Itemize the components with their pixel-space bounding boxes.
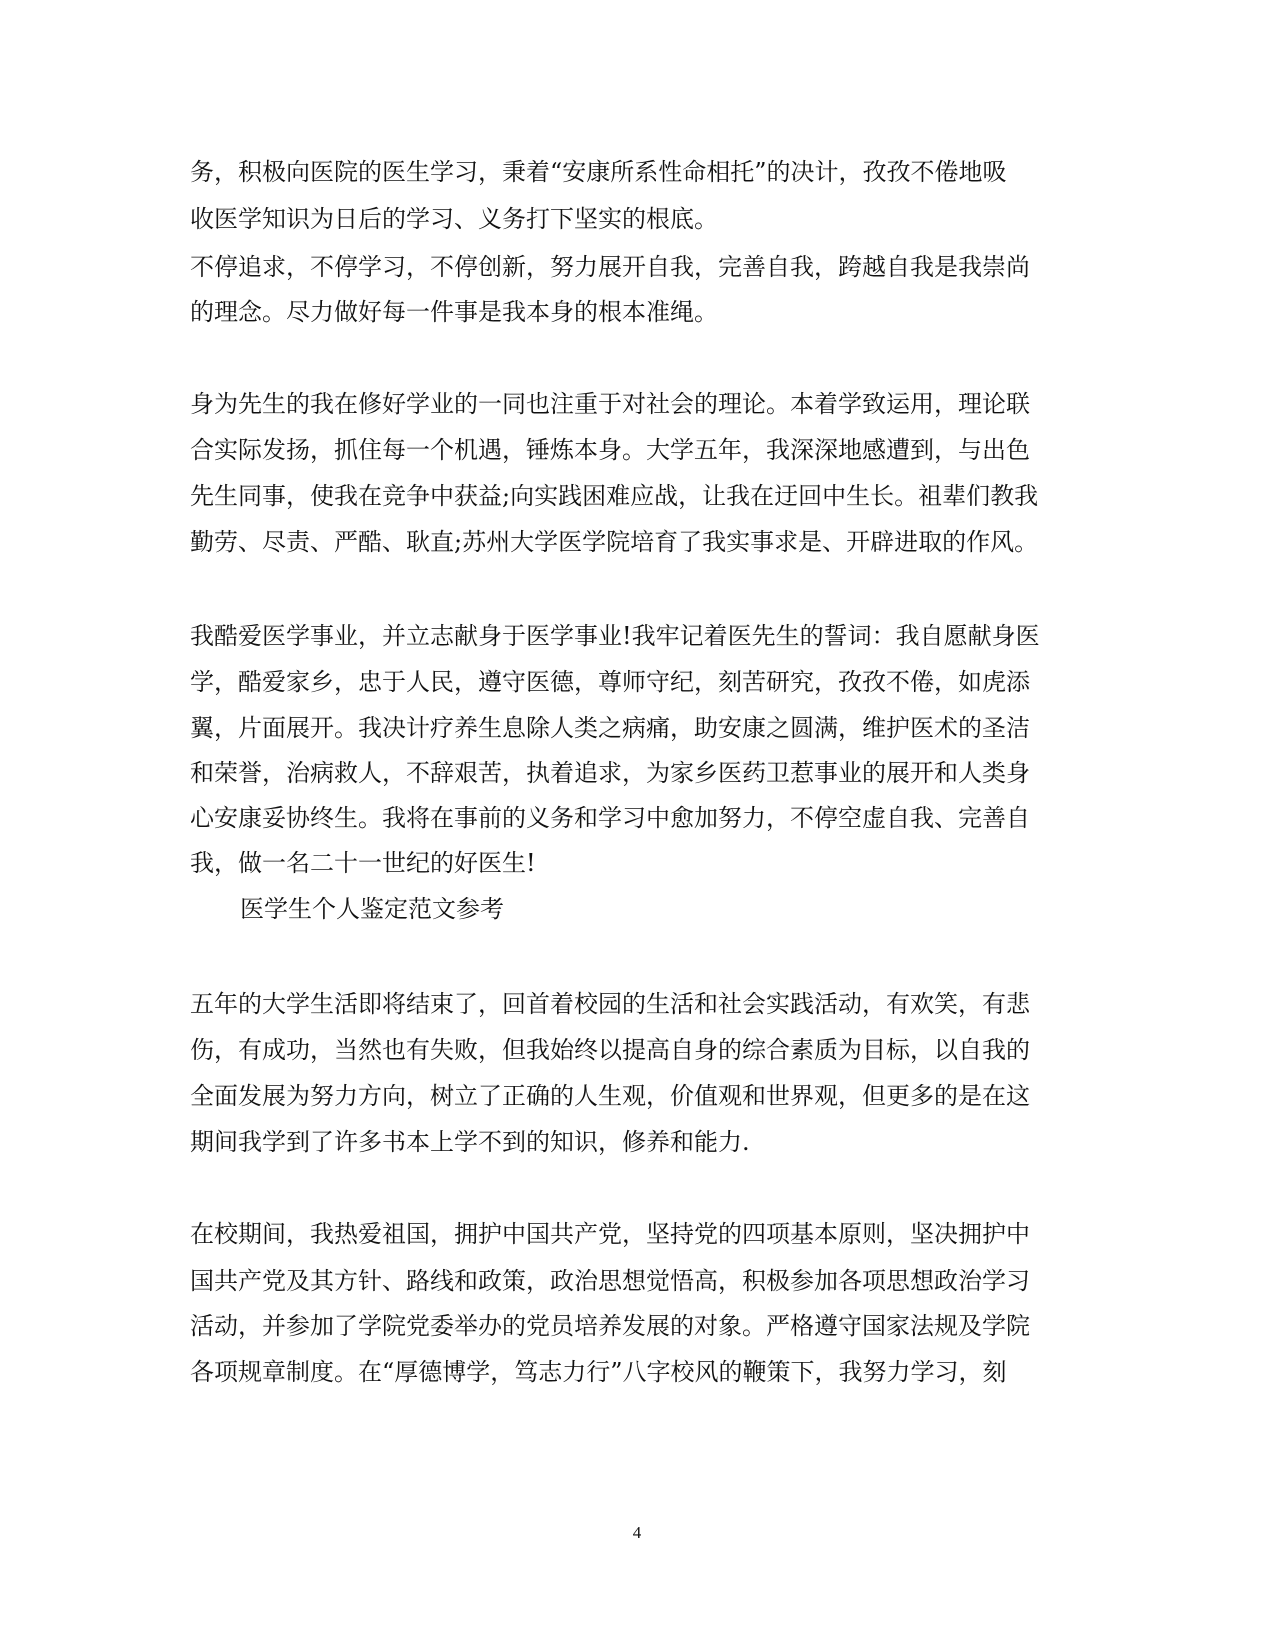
body-line: 全面发展为努力方向，树立了正确的人生观，价值观和世界观，但更多的是在这	[190, 1082, 1030, 1110]
body-line: 我，做一名二十一世纪的好医生!	[190, 849, 536, 877]
body-line: 心安康妥协终生。我将在事前的义务和学习中愈加努力，不停空虚自我、完善自	[190, 804, 1030, 832]
body-line: 我酷爱医学事业，并立志献身于医学事业!我牢记着医先生的誓词：我自愿献身医	[190, 622, 1040, 650]
section-heading: 医学生个人鉴定范文参考	[240, 895, 504, 923]
body-line: 务，积极向医院的医生学习，秉着“安康所系性命相托”的决计，孜孜不倦地吸	[190, 158, 1007, 186]
body-line: 学，酷爱家乡，忠于人民，遵守医德，尊师守纪，刻苦研究，孜孜不倦，如虎添	[190, 668, 1030, 696]
body-line: 翼，片面展开。我决计疗养生息除人类之病痛，助安康之圆满，维护医术的圣洁	[190, 714, 1030, 742]
body-line: 勤劳、尽责、严酷、耿直;苏州大学医学院培育了我实事求是、开辟进取的作风。	[190, 528, 1039, 556]
body-line: 各项规章制度。在“厚德博学，笃志力行”八字校风的鞭策下，我努力学习，刻	[190, 1358, 1007, 1386]
body-line: 先生同事，使我在竞争中获益;向实践困难应战，让我在迂回中生长。祖辈们教我	[190, 482, 1039, 510]
body-line: 的理念。尽力做好每一件事是我本身的根本准绳。	[190, 298, 718, 326]
body-line: 合实际发扬，抓住每一个机遇，锤炼本身。大学五年，我深深地感遭到，与出色	[190, 436, 1030, 464]
body-line: 收医学知识为日后的学习、义务打下坚实的根底。	[190, 205, 718, 233]
body-line: 期间我学到了许多书本上学不到的知识，修养和能力.	[190, 1128, 750, 1156]
body-line: 不停追求，不停学习，不停创新，努力展开自我，完善自我，跨越自我是我崇尚	[190, 253, 1030, 281]
body-line: 伤，有成功，当然也有失败，但我始终以提高自身的综合素质为目标，以自我的	[190, 1036, 1030, 1064]
body-line: 国共产党及其方针、路线和政策，政治思想觉悟高，积极参加各项思想政治学习	[190, 1267, 1030, 1295]
body-line: 五年的大学生活即将结束了，回首着校园的生活和社会实践活动，有欢笑，有悲	[190, 990, 1030, 1018]
body-line: 身为先生的我在修好学业的一同也注重于对社会的理论。本着学致运用，理论联	[190, 390, 1030, 418]
body-line: 活动，并参加了学院党委举办的党员培养发展的对象。严格遵守国家法规及学院	[190, 1312, 1030, 1340]
page-number: 4	[632, 1523, 642, 1542]
body-line: 在校期间，我热爱祖国，拥护中国共产党，坚持党的四项基本原则，坚决拥护中	[190, 1220, 1030, 1248]
body-line: 和荣誉，治病救人，不辞艰苦，执着追求，为家乡医药卫惹事业的展开和人类身	[190, 759, 1030, 787]
